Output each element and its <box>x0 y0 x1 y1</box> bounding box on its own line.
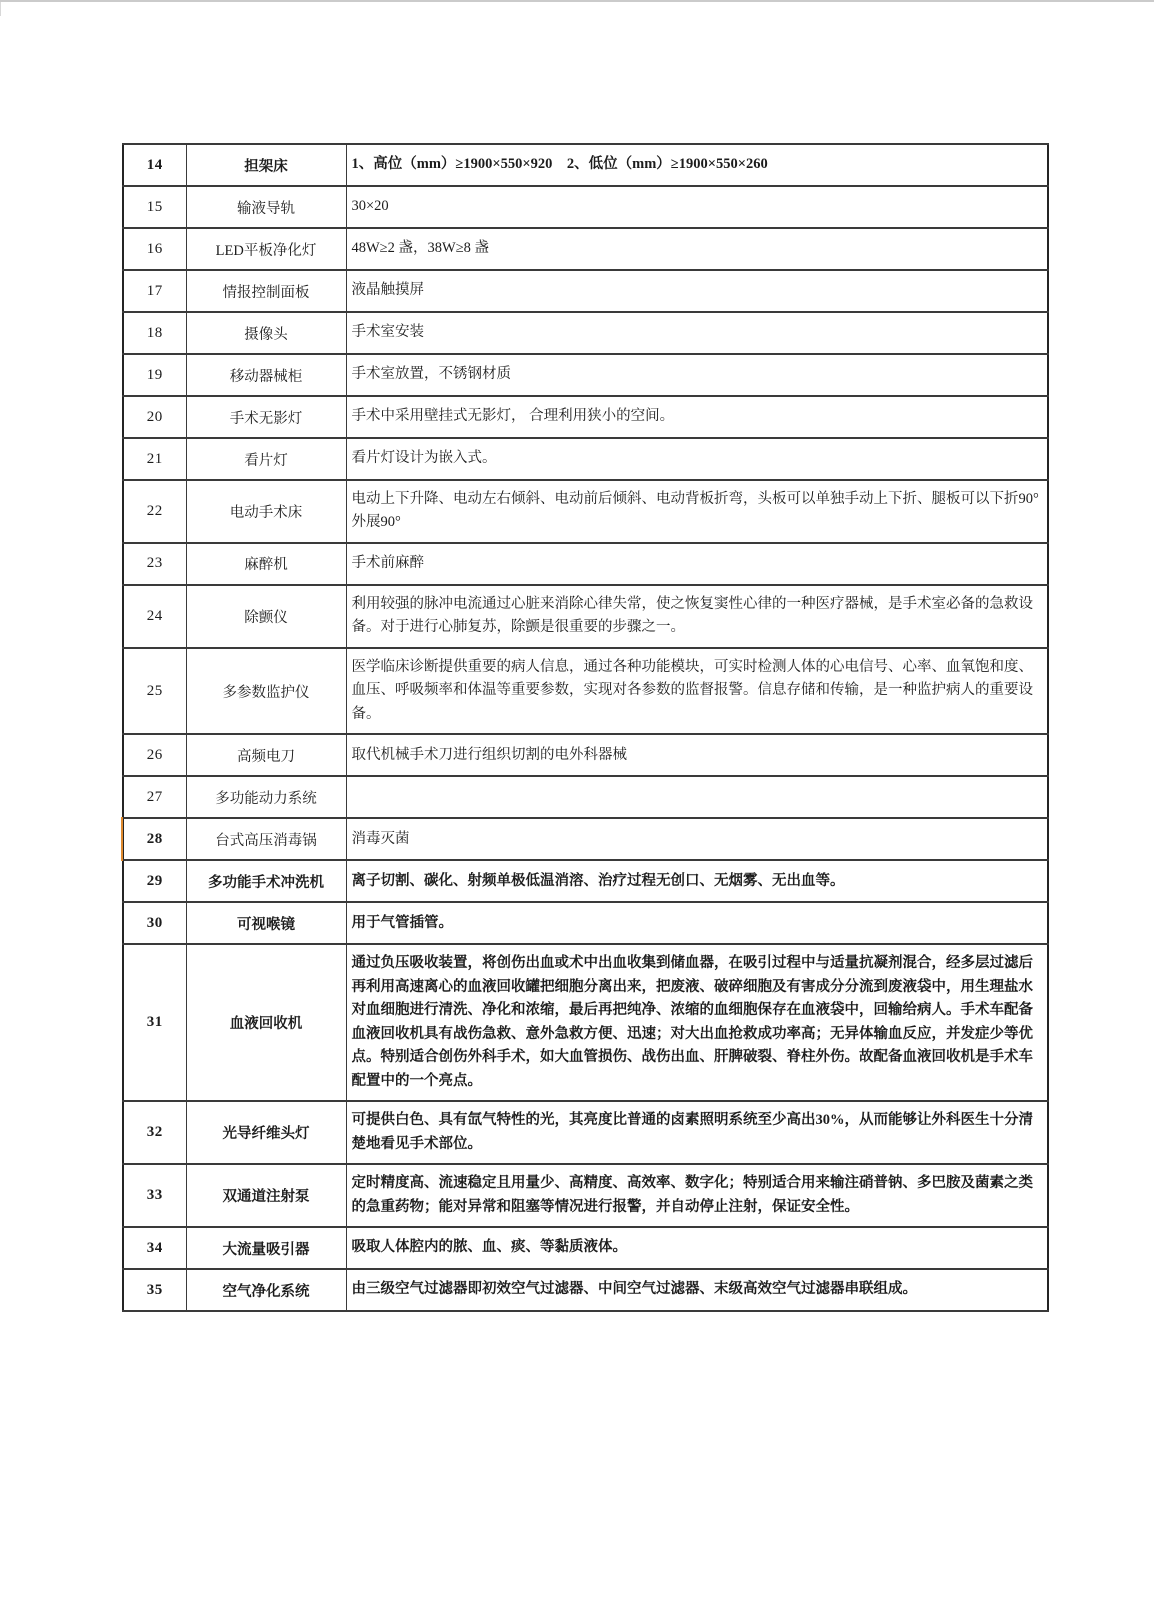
table-row <box>123 354 1048 396</box>
equipment-description <box>346 776 1048 818</box>
equipment-name: 多参数监护仪 <box>186 648 346 734</box>
equipment-name: 高频电刀 <box>186 734 346 776</box>
row-number: 28 <box>123 818 186 860</box>
equipment-description: 1、高位（mm）≥1900×550×920 2、低位（mm）≥1900×550×260 <box>346 144 1048 186</box>
equipment-spec-table <box>122 143 1049 1312</box>
row-number: 32 <box>123 1101 186 1164</box>
equipment-name: 麻醉机 <box>186 543 346 585</box>
equipment-name: 可视喉镜 <box>186 902 346 944</box>
table-row <box>123 396 1048 438</box>
table-row <box>123 776 1048 818</box>
equipment-table-body <box>123 144 1048 1311</box>
row-number: 31 <box>123 944 186 1101</box>
table-row <box>123 186 1048 228</box>
equipment-name: LED平板净化灯 <box>186 228 346 270</box>
row-number: 24 <box>123 585 186 648</box>
equipment-description: 定时精度高、流速稳定且用量少、高精度、高效率、数字化；特别适合用来输注硝普钠、多巴胺及菌素之类的急重药物；能对异常和阻塞等情况进行报警，并自动停止注射，保证安全性。 <box>346 1164 1048 1227</box>
equipment-name: 移动器械柜 <box>186 354 346 396</box>
equipment-name: 光导纤维头灯 <box>186 1101 346 1164</box>
table-row <box>123 1164 1048 1227</box>
equipment-description: 医学临床诊断提供重要的病人信息，通过各种功能模块，可实时检测人体的心电信号、心率、血氧饱和度、血压、呼吸频率和体温等重要参数，实现对各参数的监督报警。信息存储和传输，是一种监护病人的重要设备。 <box>346 648 1048 734</box>
table-row <box>123 543 1048 585</box>
table-row <box>123 144 1048 186</box>
equipment-name: 看片灯 <box>186 438 346 480</box>
row-number: 35 <box>123 1269 186 1311</box>
page-edge-line <box>0 2 1 16</box>
row-number: 29 <box>123 860 186 902</box>
equipment-name: 摄像头 <box>186 312 346 354</box>
equipment-description: 吸取人体腔内的脓、血、痰、等黏质液体。 <box>346 1227 1048 1269</box>
equipment-description: 离子切割、碳化、射频单极低温消溶、治疗过程无创口、无烟雾、无出血等。 <box>346 860 1048 902</box>
equipment-description: 30×20 <box>346 186 1048 228</box>
table-row <box>123 438 1048 480</box>
row-number: 27 <box>123 776 186 818</box>
equipment-name: 多功能动力系统 <box>186 776 346 818</box>
equipment-name: 空气净化系统 <box>186 1269 346 1311</box>
table-row <box>123 860 1048 902</box>
row-number: 18 <box>123 312 186 354</box>
equipment-name: 台式高压消毒锅 <box>186 818 346 860</box>
row-number: 25 <box>123 648 186 734</box>
table-row <box>123 818 1048 860</box>
equipment-description: 手术室放置，不锈钢材质 <box>346 354 1048 396</box>
row-number: 22 <box>123 480 186 543</box>
table-row <box>123 1227 1048 1269</box>
equipment-name: 双通道注射泵 <box>186 1164 346 1227</box>
row-number: 34 <box>123 1227 186 1269</box>
row-number: 23 <box>123 543 186 585</box>
row-number: 15 <box>123 186 186 228</box>
table-row <box>123 648 1048 734</box>
table-row <box>123 480 1048 543</box>
equipment-name: 输液导轨 <box>186 186 346 228</box>
row-number: 26 <box>123 734 186 776</box>
equipment-name: 大流量吸引器 <box>186 1227 346 1269</box>
equipment-description: 48W≥2 盏，38W≥8 盏 <box>346 228 1048 270</box>
equipment-name: 手术无影灯 <box>186 396 346 438</box>
equipment-description: 手术室安装 <box>346 312 1048 354</box>
table-row <box>123 312 1048 354</box>
table-row <box>123 270 1048 312</box>
row-number: 33 <box>123 1164 186 1227</box>
table-row <box>123 585 1048 648</box>
equipment-name: 情报控制面板 <box>186 270 346 312</box>
equipment-name: 除颤仪 <box>186 585 346 648</box>
equipment-description: 消毒灭菌 <box>346 818 1048 860</box>
equipment-description: 可提供白色、具有氙气特性的光，其亮度比普通的卤素照明系统至少高出30%，从而能够让外科医生十分清楚地看见手术部位。 <box>346 1101 1048 1164</box>
equipment-description: 电动上下升降、电动左右倾斜、电动前后倾斜、电动背板折弯，头板可以单独手动上下折、腿板可以下折90°外展90° <box>346 480 1048 543</box>
equipment-description: 看片灯设计为嵌入式。 <box>346 438 1048 480</box>
equipment-description: 液晶触摸屏 <box>346 270 1048 312</box>
row-number: 17 <box>123 270 186 312</box>
row-number: 21 <box>123 438 186 480</box>
row-number: 14 <box>123 144 186 186</box>
equipment-description: 手术前麻醉 <box>346 543 1048 585</box>
row-number: 20 <box>123 396 186 438</box>
equipment-name: 多功能手术冲洗机 <box>186 860 346 902</box>
table-row <box>123 228 1048 270</box>
equipment-description: 用于气管插管。 <box>346 902 1048 944</box>
equipment-description: 取代机械手术刀进行组织切割的电外科器械 <box>346 734 1048 776</box>
equipment-description: 利用较强的脉冲电流通过心脏来消除心律失常，使之恢复窦性心律的一种医疗器械，是手术室必备的急救设备。对于进行心肺复苏，除颤是很重要的步骤之一。 <box>346 585 1048 648</box>
equipment-description: 通过负压吸收装置，将创伤出血或术中出血收集到储血器，在吸引过程中与适量抗凝剂混合，经多层过滤后再利用高速离心的血液回收罐把细胞分离出来，把废液、破碎细胞及有害成分分流到废液袋中，用生理盐水对血细胞进行清洗、净化和浓缩，最后再把纯净、浓缩的血细胞保存在血液袋中，回输给病人。手术车配备血液回收机具有战伤急救、意外急救方便、迅速；对大出血抢救成功率高；无异体输血反应，并发症少等优点。特别适合创伤外科手术，如大血管损伤、战伤出血、肝脾破裂、脊柱外伤。故配备血液回收机是手术车配置中的一个亮点。 <box>346 944 1048 1101</box>
equipment-name: 电动手术床 <box>186 480 346 543</box>
table-row <box>123 734 1048 776</box>
table-row <box>123 1101 1048 1164</box>
row-number: 19 <box>123 354 186 396</box>
equipment-name: 血液回收机 <box>186 944 346 1101</box>
equipment-description: 手术中采用壁挂式无影灯， 合理利用狭小的空间。 <box>346 396 1048 438</box>
equipment-name: 担架床 <box>186 144 346 186</box>
row-number: 30 <box>123 902 186 944</box>
table-row <box>123 1269 1048 1311</box>
equipment-description: 由三级空气过滤器即初效空气过滤器、中间空气过滤器、末级高效空气过滤器串联组成。 <box>346 1269 1048 1311</box>
row-number: 16 <box>123 228 186 270</box>
table-row <box>123 902 1048 944</box>
table-row <box>123 944 1048 1101</box>
